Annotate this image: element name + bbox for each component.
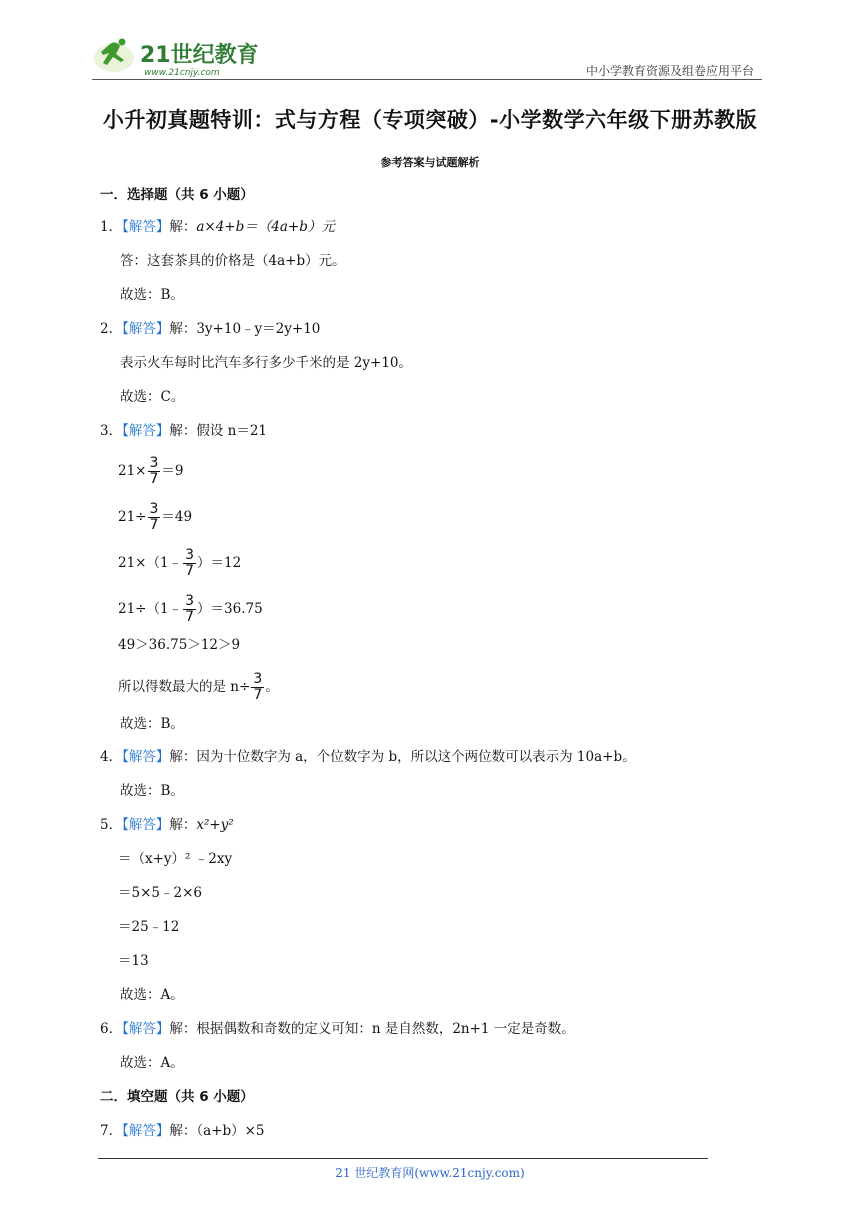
q3-expr-1-post: ＝9	[161, 463, 184, 479]
q3-conclusion	[118, 672, 279, 703]
q3-expr-2	[118, 502, 192, 533]
svg-text:21世纪教育: 21世纪教育	[140, 43, 259, 68]
answer-tag: 【解答】	[122, 1021, 170, 1037]
q2-line-3: 故选：C。	[120, 389, 185, 405]
q5-number: 5．	[100, 817, 123, 833]
footer-divider	[98, 1158, 708, 1159]
q5-step-2: ＝5×5﹣2×6	[118, 885, 202, 901]
answer-tag: 【解答】	[122, 219, 170, 235]
q3-line-1	[100, 422, 267, 440]
fraction: $\frac{3}{7}$	[149, 501, 159, 533]
page-subtitle: 参考答案与试题解析	[380, 156, 480, 169]
q5-step-4: ＝13	[118, 953, 149, 969]
q4-answer: 故选：B。	[120, 783, 184, 799]
q1-number: 1．	[100, 219, 123, 235]
q5-step-1: ＝（x+y）² ﹣2xy	[118, 851, 233, 867]
q3-number: 3．	[100, 423, 123, 439]
q2-number: 2．	[100, 321, 123, 337]
fraction: $\frac{3}{7}$	[253, 671, 263, 703]
q6-explanation: 解：根据偶数和奇数的定义可知：n 是自然数，2n+1 一定是奇数。	[169, 1021, 575, 1037]
q7-line-1	[100, 1122, 265, 1140]
answer-tag: 【解答】	[122, 817, 170, 833]
q1-line-3: 故选：B。	[120, 287, 184, 303]
q3-conclusion-post: 。	[265, 679, 279, 695]
q6-answer: 故选：A。	[120, 1055, 184, 1071]
q3-comparison: 49＞36.75＞12＞9	[118, 637, 241, 653]
q3-expr-4	[118, 594, 263, 625]
svg-text:www.21cnjy.com: www.21cnjy.com	[144, 68, 220, 78]
answer-tag: 【解答】	[122, 1123, 170, 1139]
fraction: $\frac{3}{7}$	[149, 455, 159, 487]
platform-name: 中小学教育资源及组卷应用平台	[585, 64, 754, 78]
answer-tag: 【解答】	[122, 749, 170, 765]
q1-prefix: 解：	[169, 219, 197, 235]
q7-expression: 解：（a+b）×5	[169, 1123, 265, 1139]
q3-expr-3-post: ）＝12	[197, 555, 242, 571]
q3-expr-1-pre: 21×	[118, 463, 147, 479]
q2-prefix: 解：	[169, 321, 197, 337]
q1-expression: a×4+b＝（4a+b）元	[196, 219, 335, 235]
section-heading-2: 二．填空题（共 6 小题）	[100, 1089, 254, 1105]
q5-expression: x²+y²	[196, 817, 234, 833]
q2-line-1	[100, 320, 320, 338]
header-divider	[92, 79, 762, 80]
q5-answer: 故选：A。	[120, 987, 184, 1003]
fraction: $\frac{3}{7}$	[185, 593, 195, 625]
page-header	[92, 30, 762, 80]
q3-assumption: 解：假设 n＝21	[169, 423, 268, 439]
section-heading-1: 一．选择题（共 6 小题）	[100, 187, 254, 203]
q5-step-3: ＝25﹣12	[118, 919, 180, 935]
q2-expression: 3y+10﹣y＝2y+10	[196, 321, 321, 337]
q3-expr-2-post: ＝49	[161, 509, 193, 525]
q3-answer: 故选：B。	[120, 716, 184, 732]
q6-number: 6．	[100, 1021, 123, 1037]
q4-explanation: 解：因为十位数字为 a，个位数字为 b，所以这个两位数可以表示为 10a+b。	[169, 749, 636, 765]
q3-expr-3-pre: 21×（1﹣	[118, 555, 183, 571]
q3-expr-3	[118, 548, 241, 579]
page-title: 小升初真题特训：式与方程（专项突破）-小学数学六年级下册苏教版	[102, 108, 758, 132]
q3-conclusion-pre: 所以得数最大的是 n÷	[118, 679, 251, 695]
q1-line-2: 答：这套茶具的价格是（4a+b）元。	[120, 253, 346, 269]
q4-line-1	[100, 748, 636, 766]
q3-expr-4-post: ）＝36.75	[197, 601, 263, 617]
q5-prefix: 解：	[169, 817, 197, 833]
q2-line-2: 表示火车每时比汽车多行多少千米的是 2y+10。	[120, 355, 412, 371]
q3-expr-4-pre: 21÷（1﹣	[118, 601, 183, 617]
q4-number: 4．	[100, 749, 123, 765]
q3-expr-1	[118, 456, 184, 487]
answer-tag: 【解答】	[122, 321, 170, 337]
q3-expr-2-pre: 21÷	[118, 509, 147, 525]
q1-line-1	[100, 218, 335, 236]
answer-tag: 【解答】	[122, 423, 170, 439]
footer-link[interactable]: 21 世纪教育网(www.21cnjy.com)	[335, 1166, 525, 1180]
logo	[92, 34, 272, 78]
q6-line-1	[100, 1020, 575, 1038]
q5-line-1	[100, 816, 234, 834]
q7-number: 7．	[100, 1123, 123, 1139]
fraction: $\frac{3}{7}$	[185, 547, 195, 579]
